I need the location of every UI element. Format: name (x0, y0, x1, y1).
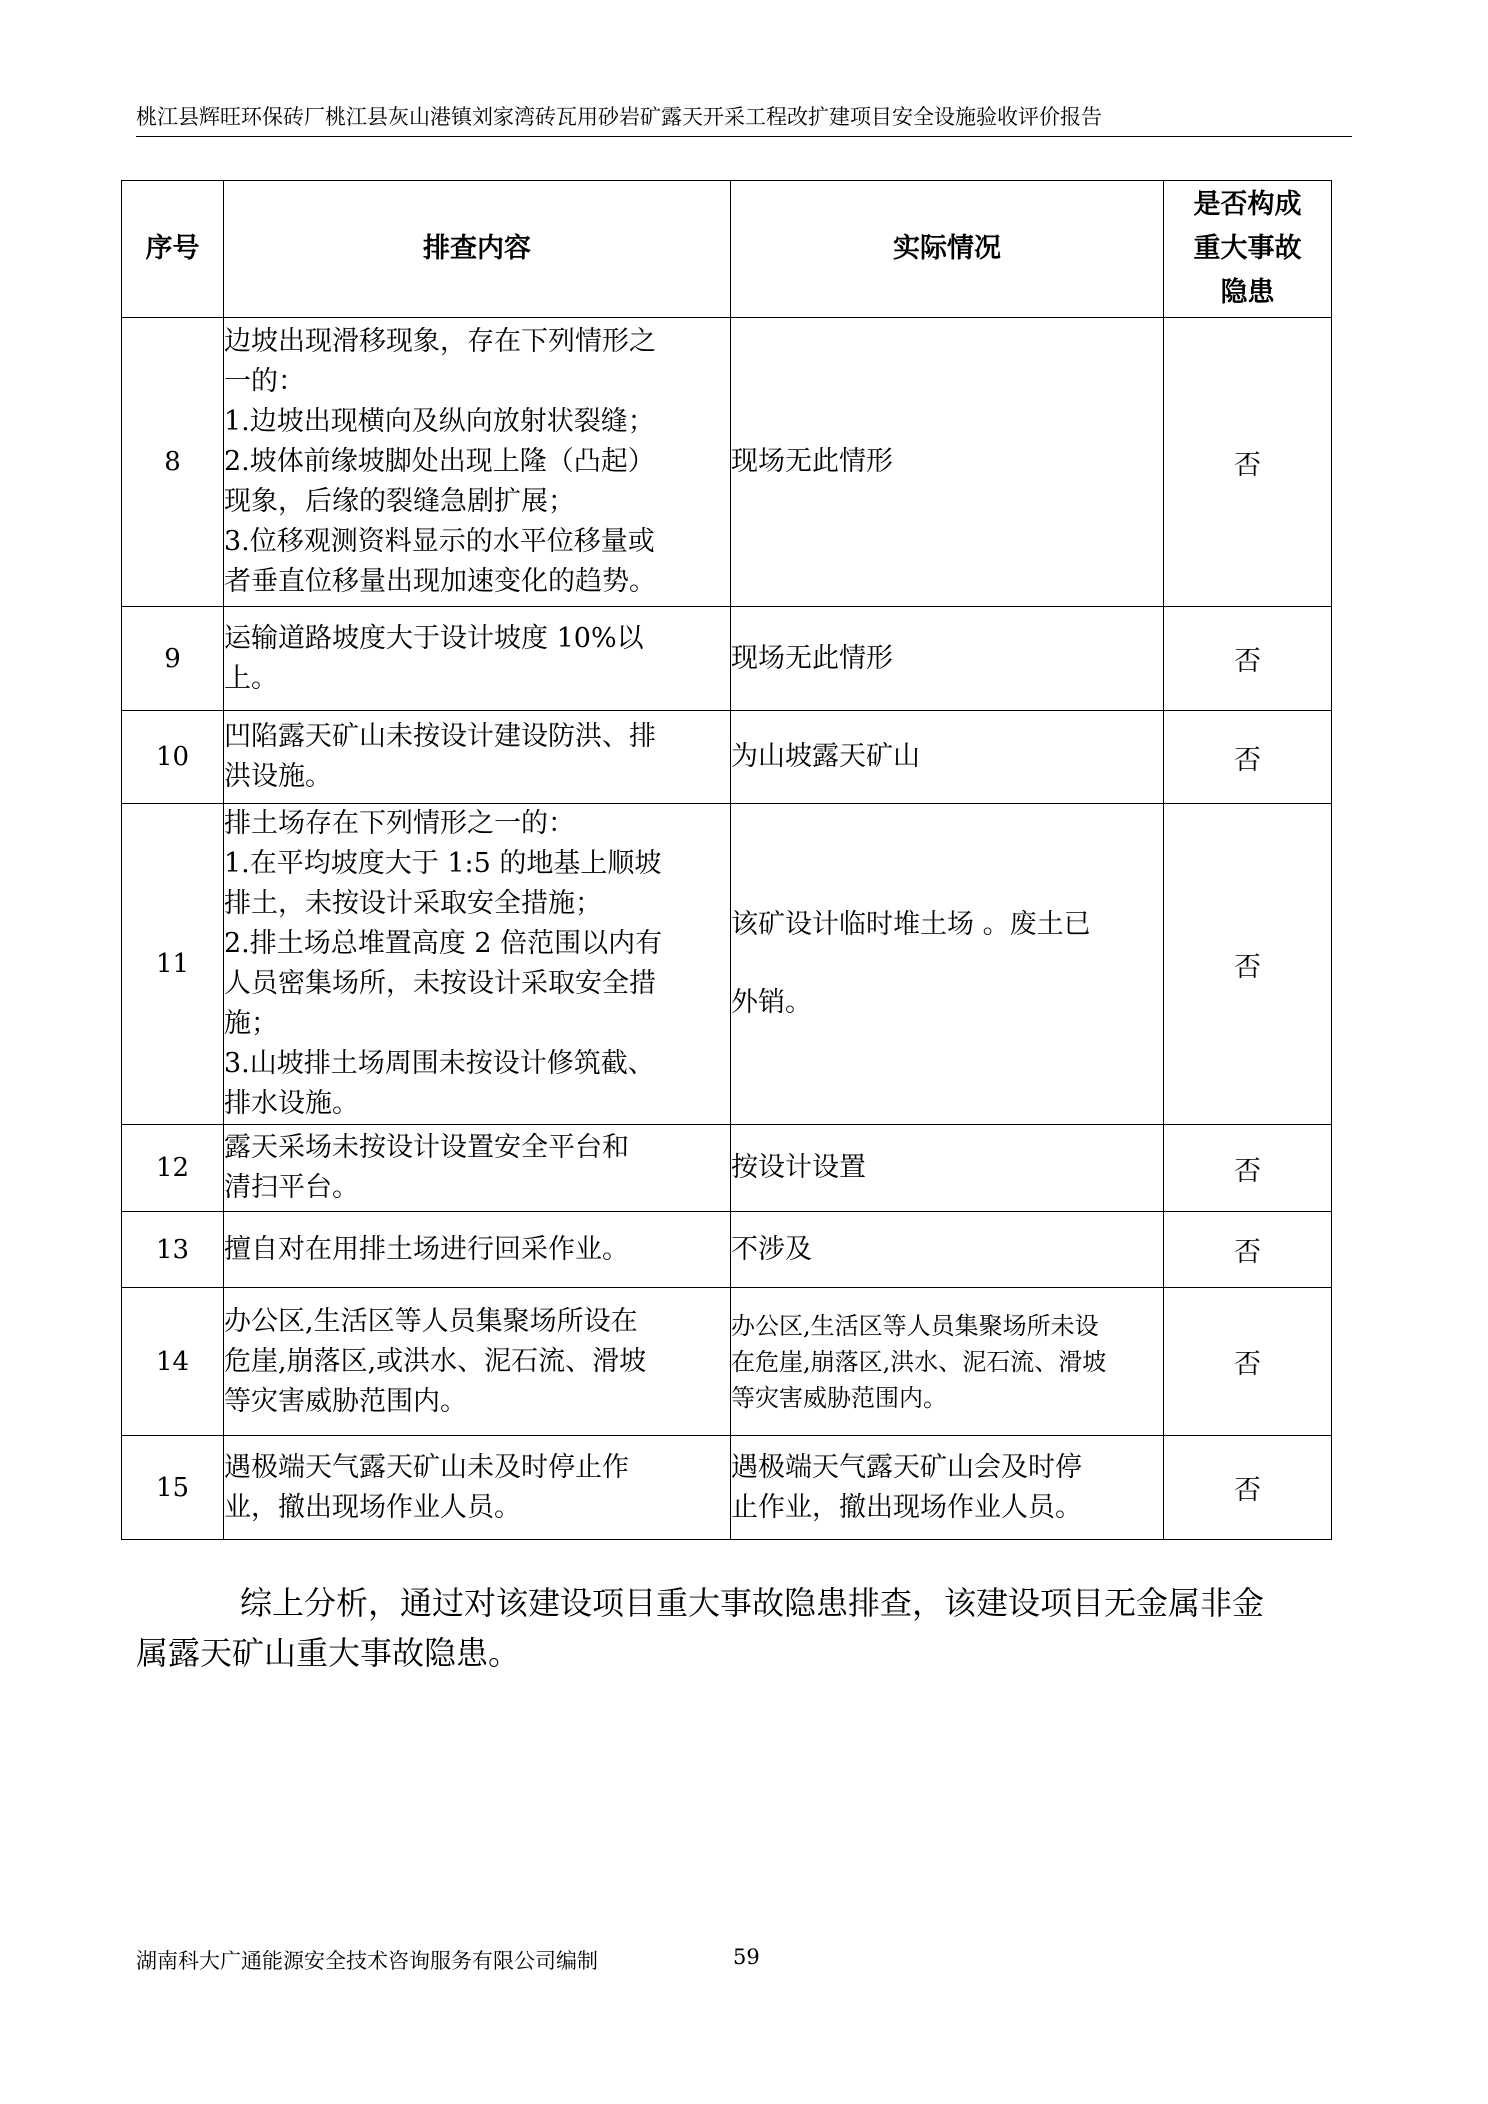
row-result: 否 (1164, 804, 1332, 1125)
header-content: 排查内容 (224, 181, 731, 318)
row-content (224, 1436, 731, 1540)
content-line: 等灾害威胁范围内。 (224, 1385, 467, 1417)
row-content (224, 711, 731, 804)
header-major-hazard-line: 重大事故 (1193, 233, 1302, 264)
footer-org: 湖南科大广通能源安全技术咨询服务有限公司编制 (136, 1949, 598, 1973)
actual-line: 按设计设置 (731, 1152, 866, 1183)
header-major-hazard (1164, 181, 1332, 318)
row-index: 11 (122, 804, 224, 1125)
row-index: 12 (122, 1125, 224, 1212)
row-result: 否 (1164, 711, 1332, 804)
content-line: 者垂直位移量出现加速变化的趋势。 (224, 566, 656, 597)
table-row (122, 711, 1332, 804)
row-result: 否 (1164, 318, 1332, 607)
row-actual (731, 318, 1164, 607)
page-header (136, 100, 1352, 137)
row-index: 15 (122, 1436, 224, 1540)
report-title: 桃江县辉旺环保砖厂桃江县灰山港镇刘家湾砖瓦用砂岩矿露天开采工程改扩建项目安全设施验收评价报告 (136, 105, 1102, 129)
content-line: 一的： (224, 366, 305, 397)
table-row (122, 1212, 1332, 1288)
row-actual (731, 711, 1164, 804)
row-result: 否 (1164, 1288, 1332, 1436)
header-index: 序号 (122, 181, 224, 318)
actual-line: 为山坡露天矿山 (731, 741, 920, 772)
row-actual (731, 607, 1164, 711)
row-actual (731, 804, 1164, 1125)
table-row (122, 804, 1332, 1125)
content-line: 排土，未按设计采取安全措施； (224, 888, 602, 919)
actual-line: 遇极端天气露天矿山会及时停 (731, 1451, 1082, 1483)
table-row (122, 607, 1332, 711)
actual-line: 该矿设计临时堆土场 。废土已 (731, 909, 1091, 940)
actual-line: 止作业，撤出现场作业人员。 (731, 1491, 1082, 1523)
row-content (224, 607, 731, 711)
actual-line: 外销。 (731, 987, 812, 1018)
content-line: 上。 (224, 662, 278, 694)
content-line: 业，撤出现场作业人员。 (224, 1491, 521, 1523)
row-content (224, 1212, 731, 1288)
content-line: 1.边坡出现横向及纵向放射状裂缝； (224, 406, 655, 437)
row-result: 否 (1164, 1436, 1332, 1540)
content-line: 边坡出现滑移现象，存在下列情形之 (224, 326, 656, 357)
actual-line: 现场无此情形 (731, 642, 893, 674)
row-index: 10 (122, 711, 224, 804)
content-line: 擅自对在用排土场进行回采作业。 (224, 1233, 629, 1265)
content-line: 清扫平台。 (224, 1172, 359, 1203)
content-line: 现象，后缘的裂缝急剧扩展； (224, 486, 575, 517)
content-line: 遇极端天气露天矿山未及时停止作 (224, 1451, 629, 1483)
table-header-row (122, 181, 1332, 318)
header-major-hazard-line: 隐患 (1220, 277, 1275, 308)
content-line: 人员密集场所，未按设计采取安全措 (224, 968, 656, 999)
row-actual (731, 1288, 1164, 1436)
content-line: 2.排土场总堆置高度 2 倍范围以内有 (224, 928, 663, 959)
table-row (122, 1288, 1332, 1436)
content-line: 凹陷露天矿山未按设计建设防洪、排 (224, 721, 656, 752)
content-line: 洪设施。 (224, 761, 332, 792)
content-line: 3.山坡排土场周围未按设计修筑截、 (224, 1048, 655, 1079)
page-number: 59 (733, 1945, 760, 1969)
table-row (122, 318, 1332, 607)
content-line: 排土场存在下列情形之一的： (224, 808, 575, 839)
row-index: 14 (122, 1288, 224, 1436)
row-result: 否 (1164, 607, 1332, 711)
row-content (224, 318, 731, 607)
row-index: 13 (122, 1212, 224, 1288)
row-actual (731, 1212, 1164, 1288)
content-line: 3.位移观测资料显示的水平位移量或 (224, 526, 655, 557)
header-actual: 实际情况 (731, 181, 1164, 318)
summary-line: 综上分析，通过对该建设项目重大事故隐患排查，该建设项目无金属非金 (240, 1584, 1265, 1622)
row-content (224, 1288, 731, 1436)
actual-line: 办公区,生活区等人员集聚场所未设 (731, 1311, 1099, 1340)
content-line: 露天采场未按设计设置安全平台和 (224, 1132, 629, 1163)
row-content (224, 1125, 731, 1212)
row-content (224, 804, 731, 1125)
row-result: 否 (1164, 1212, 1332, 1288)
row-index: 9 (122, 607, 224, 711)
row-result: 否 (1164, 1125, 1332, 1212)
content-line: 施； (224, 1008, 278, 1039)
content-line: 2.坡体前缘坡脚处出现上隆（凸起） (224, 446, 655, 477)
row-actual (731, 1125, 1164, 1212)
row-actual (731, 1436, 1164, 1540)
actual-line: 不涉及 (731, 1233, 812, 1265)
row-index: 8 (122, 318, 224, 607)
actual-line: 在危崖,崩落区,洪水、泥石流、滑坡 (731, 1347, 1107, 1376)
table-row (122, 1436, 1332, 1540)
content-line: 1.在平均坡度大于 1:5 的地基上顺坡 (224, 848, 662, 879)
header-major-hazard-line: 是否构成 (1193, 189, 1302, 220)
content-line: 办公区,生活区等人员集聚场所设在 (224, 1305, 638, 1337)
actual-line: 等灾害威胁范围内。 (731, 1383, 947, 1412)
hazard-check-table (121, 180, 1332, 1540)
summary-paragraph (136, 1578, 1352, 1678)
table-row (122, 1125, 1332, 1212)
summary-line: 属露天矿山重大事故隐患。 (136, 1634, 521, 1672)
content-line: 危崖,崩落区,或洪水、泥石流、滑坡 (224, 1345, 647, 1377)
content-line: 运输道路坡度大于设计坡度 10%以 (224, 622, 644, 654)
actual-line: 现场无此情形 (731, 446, 893, 477)
content-line: 排水设施。 (224, 1088, 359, 1119)
